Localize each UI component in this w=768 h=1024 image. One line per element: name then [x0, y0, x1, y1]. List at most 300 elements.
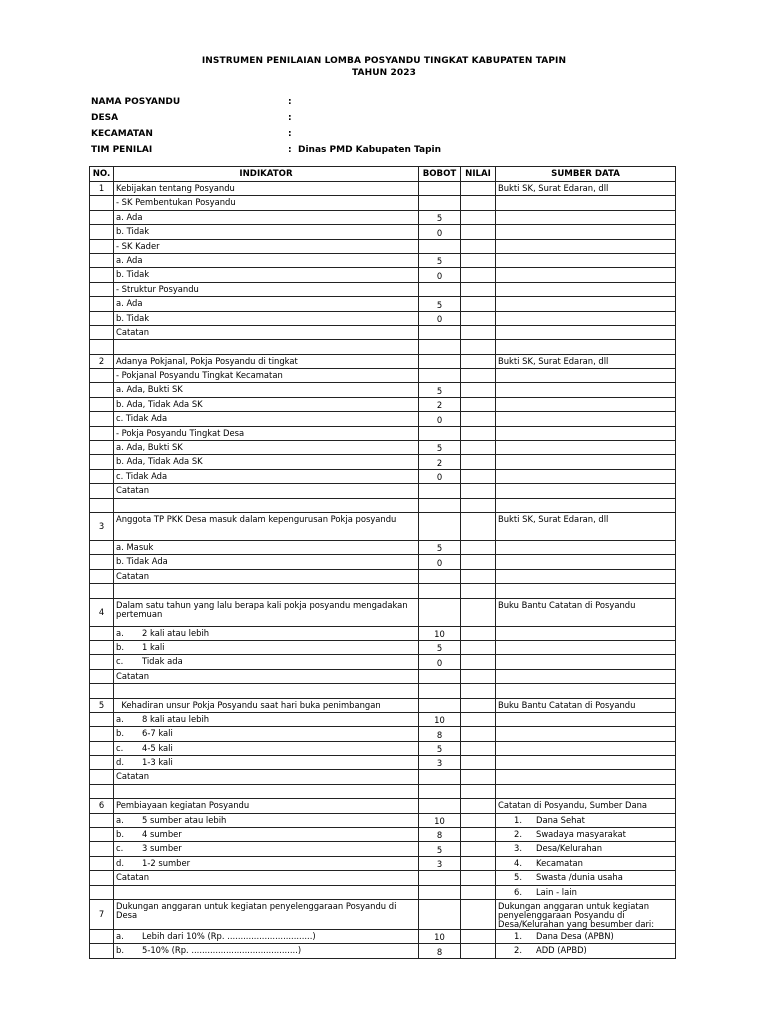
row-bobot [419, 340, 461, 354]
row-nilai [461, 210, 496, 224]
row-number [90, 196, 114, 210]
header-sumber-data: SUMBER DATA [496, 167, 676, 182]
indikator-text: Catatan [116, 771, 150, 782]
row-bobot [419, 698, 461, 712]
row-number [90, 397, 114, 411]
row-nilai [461, 282, 496, 296]
table-row [90, 684, 676, 698]
table-row [90, 512, 676, 540]
row-sumber-data [496, 770, 676, 784]
row-sumber-data [496, 698, 676, 712]
table-row [90, 885, 676, 899]
row-indikator [114, 311, 419, 325]
table-row [90, 182, 676, 196]
table-row [90, 569, 676, 583]
row-bobot [419, 684, 461, 698]
row-number [90, 885, 114, 899]
indikator-text: b. Tidak [116, 269, 150, 280]
indikator-text: - Pokja Posyandu Tingkat Desa [116, 427, 245, 438]
row-indikator [114, 799, 419, 813]
source-text: Bukti SK, Surat Edaran, dll [498, 183, 609, 193]
row-number [90, 640, 114, 654]
row-indikator [114, 412, 419, 426]
row-number [90, 684, 114, 698]
row-bobot [419, 426, 461, 440]
source-text: Dana Desa (APBN) [536, 930, 614, 941]
row-bobot: 10 [419, 626, 461, 640]
row-sumber-data [496, 340, 676, 354]
indikator-text: 5 sumber atau lebih [142, 814, 227, 825]
table-row [90, 813, 676, 827]
indikator-text: Dalam satu tahun yang lalu berapa kali pokja posyandu mengadakan pertemuan [116, 599, 408, 619]
row-bobot [419, 484, 461, 498]
row-nilai [461, 383, 496, 397]
row-number [90, 569, 114, 583]
row-number [90, 655, 114, 669]
table-row [90, 498, 676, 512]
source-text: Lain - lain [536, 886, 577, 897]
table-row [90, 929, 676, 943]
table-row [90, 828, 676, 842]
table-row [90, 727, 676, 741]
row-indikator [114, 727, 419, 741]
row-number [90, 727, 114, 741]
row-nilai [461, 598, 496, 626]
table-header-row [90, 167, 676, 182]
row-nilai [461, 512, 496, 540]
row-indikator [114, 712, 419, 726]
row-nilai [461, 626, 496, 640]
row-bobot [419, 569, 461, 583]
table-row [90, 555, 676, 569]
indikator-text: Dukungan anggaran untuk kegiatan penyelenggaraan Posyandu di Desa [116, 900, 397, 920]
row-number: 2 [90, 354, 114, 368]
source-text: Bukti SK, Surat Edaran, dll [498, 355, 609, 366]
row-bobot [419, 784, 461, 798]
option-letter: b. [116, 829, 124, 840]
row-bobot: 10 [419, 712, 461, 726]
row-bobot: 5 [419, 383, 461, 397]
row-indikator [114, 584, 419, 598]
row-nilai [461, 182, 496, 196]
document-title: INSTRUMEN PENILAIAN LOMBA POSYANDU TINGKAT KABUPATEN TAPIN [201, 56, 567, 66]
row-bobot: 5 [419, 540, 461, 554]
row-sumber-data [496, 669, 676, 683]
row-sumber-data [496, 469, 676, 483]
indikator-text: Catatan [116, 326, 150, 337]
row-nilai [461, 297, 496, 311]
row-nilai [461, 684, 496, 698]
row-indikator [114, 598, 419, 626]
table-row [90, 297, 676, 311]
row-indikator [114, 669, 419, 683]
table-row [90, 441, 676, 455]
indikator-text: - SK Kader [116, 240, 160, 251]
table-row [90, 756, 676, 770]
row-number [90, 340, 114, 354]
row-nilai [461, 929, 496, 943]
source-text: Bukti SK, Surat Edaran, dll [498, 513, 609, 524]
row-number [90, 268, 114, 282]
row-indikator [114, 555, 419, 569]
indikator-text: Kebijakan tentang Posyandu [116, 183, 235, 193]
row-sumber-data [496, 655, 676, 669]
indikator-text: b. Tidak Ada [116, 556, 168, 567]
source-text: Dana Sehat [536, 814, 585, 825]
row-number [90, 253, 114, 267]
table-row [90, 712, 676, 726]
row-indikator [114, 856, 419, 870]
option-letter: b. [116, 728, 124, 739]
indikator-text: - Pokjanal Posyandu Tingkat Kecamatan [116, 370, 283, 381]
table-row [90, 655, 676, 669]
source-text: Catatan di Posyandu, Sumber Dana [498, 800, 648, 811]
row-bobot: 5 [419, 253, 461, 267]
row-number [90, 239, 114, 253]
row-sumber-data [496, 712, 676, 726]
row-indikator [114, 640, 419, 654]
indikator-text: Kehadiran unsur Pokja Posyandu saat hari buka penimbangan [116, 699, 381, 710]
row-number [90, 756, 114, 770]
row-number [90, 555, 114, 569]
row-nilai [461, 369, 496, 383]
indikator-text: 1-3 kali [142, 757, 173, 768]
row-nilai [461, 640, 496, 654]
row-indikator [114, 871, 419, 885]
indikator-text: Adanya Pokjanal, Pokja Posyandu di tingkat [116, 355, 298, 366]
row-indikator [114, 325, 419, 339]
row-nilai [461, 253, 496, 267]
row-bobot: 5 [419, 741, 461, 755]
row-indikator [114, 397, 419, 411]
row-bobot [419, 669, 461, 683]
row-number: 1 [90, 182, 114, 196]
table-row [90, 369, 676, 383]
row-bobot: 0 [419, 555, 461, 569]
table-row [90, 397, 676, 411]
row-nilai [461, 426, 496, 440]
row-sumber-data [496, 412, 676, 426]
row-nilai [461, 484, 496, 498]
row-indikator [114, 741, 419, 755]
table-body [90, 182, 676, 959]
option-letter: a. [116, 627, 124, 638]
row-nilai [461, 828, 496, 842]
indikator-text: c. Tidak Ada [116, 470, 168, 481]
row-number [90, 842, 114, 856]
row-indikator [114, 655, 419, 669]
row-sumber-data [496, 210, 676, 224]
indikator-text: 5-10% (Rp. ........................................) [142, 945, 302, 956]
row-bobot: 0 [419, 469, 461, 483]
row-sumber-data [496, 856, 676, 870]
indikator-text: a. Ada, Bukti SK [116, 384, 183, 395]
row-indikator [114, 498, 419, 512]
row-indikator [114, 885, 419, 899]
row-bobot [419, 182, 461, 196]
row-sumber-data [496, 756, 676, 770]
source-number: 2. [514, 829, 522, 840]
row-nilai [461, 944, 496, 958]
row-number [90, 325, 114, 339]
row-number [90, 383, 114, 397]
row-indikator [114, 239, 419, 253]
row-indikator [114, 756, 419, 770]
row-sumber-data [496, 684, 676, 698]
table-row [90, 239, 676, 253]
option-letter: d. [116, 757, 124, 768]
row-number [90, 469, 114, 483]
row-indikator [114, 828, 419, 842]
row-sumber-data [496, 325, 676, 339]
row-sumber-data [496, 282, 676, 296]
row-number: 4 [90, 598, 114, 626]
table-row [90, 268, 676, 282]
table-row [90, 253, 676, 267]
indikator-text: 1 kali [142, 641, 165, 652]
indikator-text: Catatan [116, 485, 150, 496]
row-bobot [419, 325, 461, 339]
info-colon: : [288, 113, 292, 123]
row-nilai [461, 555, 496, 569]
row-indikator [114, 354, 419, 368]
info-value: Dinas PMD Kabupaten Tapin [298, 145, 442, 155]
table-row [90, 484, 676, 498]
row-number [90, 455, 114, 469]
row-number [90, 856, 114, 870]
row-nilai [461, 899, 496, 929]
row-sumber-data [496, 512, 676, 540]
row-indikator [114, 441, 419, 455]
row-bobot: 10 [419, 813, 461, 827]
row-bobot: 0 [419, 412, 461, 426]
row-nilai [461, 813, 496, 827]
source-number: 5. [514, 872, 522, 883]
source-number: 4. [514, 857, 522, 868]
source-number: 6. [514, 886, 522, 897]
table-row [90, 340, 676, 354]
source-number: 1. [514, 814, 522, 825]
row-indikator [114, 569, 419, 583]
indikator-text: a. Ada [116, 211, 143, 222]
row-indikator [114, 196, 419, 210]
row-nilai [461, 698, 496, 712]
table-row [90, 196, 676, 210]
row-nilai [461, 727, 496, 741]
source-text: Desa/Kelurahan [536, 843, 603, 854]
row-sumber-data [496, 741, 676, 755]
row-sumber-data [496, 842, 676, 856]
row-bobot: 0 [419, 268, 461, 282]
row-bobot [419, 871, 461, 885]
row-indikator [114, 268, 419, 282]
row-bobot [419, 282, 461, 296]
row-indikator [114, 899, 419, 929]
row-bobot [419, 899, 461, 929]
row-bobot: 2 [419, 397, 461, 411]
row-indikator [114, 340, 419, 354]
option-letter: a. [116, 814, 124, 825]
row-nilai [461, 441, 496, 455]
source-number: 2. [514, 945, 522, 956]
option-letter: b. [116, 641, 124, 652]
indikator-text: - SK Pembentukan Posyandu [116, 197, 236, 208]
indikator-text: 1-2 sumber [142, 857, 191, 868]
option-letter: c. [116, 843, 124, 854]
row-number [90, 871, 114, 885]
row-sumber-data [496, 383, 676, 397]
row-indikator [114, 540, 419, 554]
row-bobot: 5 [419, 640, 461, 654]
table-row [90, 698, 676, 712]
info-colon: : [288, 145, 292, 155]
row-bobot: 8 [419, 727, 461, 741]
row-bobot [419, 239, 461, 253]
row-number [90, 813, 114, 827]
row-nilai [461, 712, 496, 726]
row-bobot [419, 498, 461, 512]
indikator-text: 3 sumber [142, 843, 182, 854]
row-indikator [114, 210, 419, 224]
row-sumber-data [496, 626, 676, 640]
row-sumber-data [496, 899, 676, 929]
header-no: NO. [90, 167, 114, 182]
row-bobot [419, 354, 461, 368]
indikator-text: 2 kali atau lebih [142, 627, 210, 638]
table-row [90, 799, 676, 813]
option-letter: a. [116, 930, 124, 941]
row-sumber-data [496, 813, 676, 827]
row-sumber-data [496, 584, 676, 598]
table-row [90, 383, 676, 397]
row-sumber-data [496, 727, 676, 741]
table-row [90, 311, 676, 325]
row-number [90, 369, 114, 383]
row-indikator [114, 698, 419, 712]
row-nilai [461, 325, 496, 339]
row-indikator [114, 929, 419, 943]
row-nilai [461, 311, 496, 325]
table-row [90, 626, 676, 640]
table-row [90, 784, 676, 798]
row-number [90, 210, 114, 224]
source-number: 1. [514, 930, 522, 941]
indikator-text: Anggota TP PKK Desa masuk dalam kepengurusan Pokja posyandu [116, 513, 397, 524]
header-indikator: INDIKATOR [114, 167, 419, 182]
indikator-text: a. Ada [116, 254, 143, 265]
row-nilai [461, 196, 496, 210]
option-letter: a. [116, 713, 124, 724]
row-indikator [114, 469, 419, 483]
header-bobot: BOBOT [419, 167, 461, 182]
row-sumber-data [496, 871, 676, 885]
row-nilai [461, 856, 496, 870]
row-number: 6 [90, 799, 114, 813]
row-nilai [461, 412, 496, 426]
row-indikator [114, 253, 419, 267]
row-bobot: 5 [419, 842, 461, 856]
row-nilai [461, 239, 496, 253]
row-sumber-data [496, 498, 676, 512]
source-text: Dukungan anggaran untuk kegiatan penyelenggaraan Posyandu di Desa/Kelurahan yang besumber dari: [498, 900, 655, 929]
row-sumber-data [496, 397, 676, 411]
source-text: ADD (APBD) [536, 945, 587, 956]
row-sumber-data [496, 598, 676, 626]
row-nilai [461, 871, 496, 885]
row-bobot [419, 369, 461, 383]
option-letter: c. [116, 656, 124, 667]
row-number [90, 741, 114, 755]
indikator-text: b. Ada, Tidak Ada SK [116, 456, 203, 467]
row-indikator [114, 684, 419, 698]
indikator-text: Lebih dari 10% (Rp. ................................) [142, 930, 316, 941]
source-text: Buku Bantu Catatan di Posyandu [498, 599, 636, 610]
indikator-text: 4-5 kali [142, 742, 173, 753]
row-sumber-data [496, 799, 676, 813]
source-text: Kecamatan [536, 857, 583, 868]
row-nilai [461, 469, 496, 483]
row-sumber-data [496, 297, 676, 311]
table-row [90, 899, 676, 929]
row-bobot: 8 [419, 828, 461, 842]
table-row [90, 871, 676, 885]
document-year: TAHUN 2023 [352, 68, 416, 78]
row-indikator [114, 225, 419, 239]
row-bobot: 0 [419, 655, 461, 669]
row-bobot [419, 512, 461, 540]
info-label: KECAMATAN [91, 129, 153, 139]
row-nilai [461, 340, 496, 354]
indikator-text: a. Ada [116, 298, 143, 309]
row-sumber-data [496, 354, 676, 368]
row-number [90, 669, 114, 683]
info-label: TIM PENILAI [91, 145, 153, 155]
row-nilai [461, 455, 496, 469]
row-number [90, 584, 114, 598]
row-sumber-data [496, 225, 676, 239]
row-number [90, 412, 114, 426]
indikator-text: a. Masuk [116, 541, 154, 552]
row-number: 5 [90, 698, 114, 712]
row-nilai [461, 799, 496, 813]
row-number [90, 929, 114, 943]
row-indikator [114, 282, 419, 296]
row-nilai [461, 268, 496, 282]
table-row [90, 669, 676, 683]
table-row [90, 584, 676, 598]
row-indikator [114, 484, 419, 498]
table-row [90, 354, 676, 368]
row-bobot: 10 [419, 929, 461, 943]
indikator-text: Catatan [116, 570, 150, 581]
row-bobot: 2 [419, 455, 461, 469]
row-nilai [461, 741, 496, 755]
row-bobot [419, 885, 461, 899]
row-number [90, 784, 114, 798]
info-colon: : [288, 97, 292, 107]
row-sumber-data [496, 569, 676, 583]
row-indikator [114, 784, 419, 798]
table-row [90, 210, 676, 224]
row-number [90, 944, 114, 958]
indikator-text: c. Tidak Ada [116, 413, 168, 424]
row-nilai [461, 756, 496, 770]
table-row [90, 426, 676, 440]
row-bobot: 0 [419, 225, 461, 239]
source-text: Buku Bantu Catatan di Posyandu [498, 699, 636, 710]
row-sumber-data [496, 182, 676, 196]
row-sumber-data [496, 555, 676, 569]
